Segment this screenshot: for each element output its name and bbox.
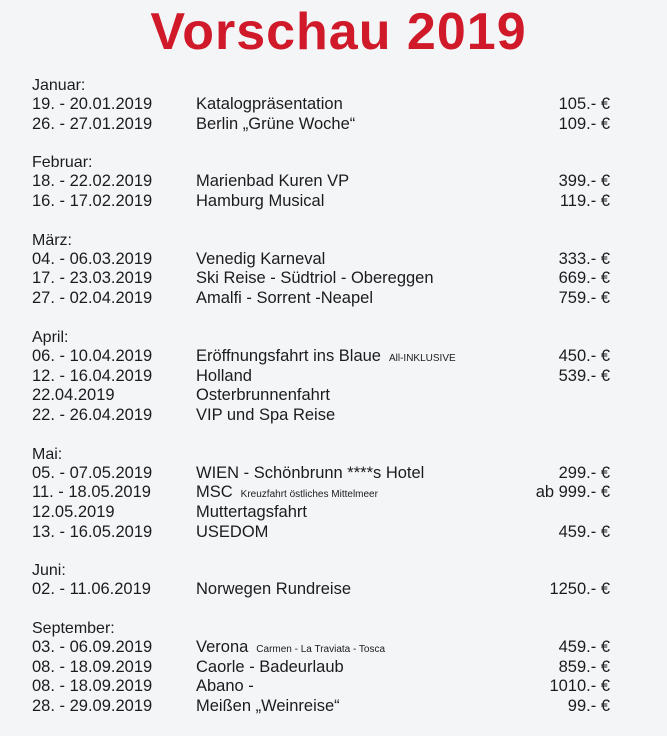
trip-date: 16. - 17.02.2019 — [32, 192, 153, 211]
trip-row — [32, 192, 642, 212]
trip-row — [32, 697, 642, 717]
trip-destination-text: WIEN - Schönbrunn ****s Hotel — [196, 463, 425, 482]
trip-date: 04. - 06.03.2019 — [32, 249, 153, 268]
trip-row — [32, 406, 642, 426]
trip-destination — [196, 658, 344, 678]
trip-destination-text: Venedig Karneval — [196, 249, 326, 268]
trip-date: 22. - 26.04.2019 — [32, 405, 153, 424]
trip-destination-text: Katalogpräsentation — [196, 95, 343, 113]
trip-row — [32, 677, 642, 697]
trip-destination — [196, 580, 351, 600]
trip-destination — [196, 697, 340, 717]
month-heading: März: — [32, 231, 72, 249]
trip-price: 450.- € — [558, 346, 610, 365]
trip-date: 13. - 16.05.2019 — [32, 522, 153, 541]
trip-destination-text: Abano - — [196, 677, 254, 696]
month-section — [32, 76, 642, 134]
trip-destination — [196, 523, 268, 543]
trip-price: 539.- € — [558, 366, 610, 385]
trip-destination — [196, 269, 434, 289]
trip-row — [32, 367, 642, 387]
trip-date: 27. - 02.04.2019 — [32, 289, 153, 308]
trip-note: Kreuzfahrt östliches Mittelmeer — [240, 489, 378, 501]
trip-destination — [196, 386, 330, 406]
trip-row — [32, 580, 642, 600]
month-section — [32, 328, 642, 426]
trip-date: 02. - 11.06.2019 — [32, 580, 151, 599]
trip-date: 05. - 07.05.2019 — [32, 463, 153, 482]
trip-date: 06. - 10.04.2019 — [32, 346, 153, 365]
trip-price: 109.- € — [558, 114, 610, 133]
trip-destination-text: Muttertagsfahrt — [196, 502, 307, 521]
trip-destination-text: Holland — [196, 366, 252, 385]
trip-destination — [196, 677, 254, 697]
trip-destination — [196, 115, 355, 135]
month-section — [32, 619, 642, 717]
trip-row — [32, 386, 642, 406]
trip-destination-text: Hamburg Musical — [196, 192, 325, 211]
trip-date: 22.04.2019 — [32, 386, 115, 405]
trip-price: 459.- € — [558, 522, 610, 541]
month-section — [32, 561, 642, 600]
trip-date: 03. - 06.09.2019 — [32, 638, 153, 656]
month-heading: April: — [32, 328, 69, 346]
month-section — [32, 445, 642, 543]
month-heading: Januar: — [32, 77, 86, 94]
trip-date: 18. - 22.02.2019 — [32, 172, 153, 191]
trip-note: All-INKLUSIVE — [388, 352, 456, 364]
trip-row — [32, 658, 642, 678]
trip-price: 669.- € — [558, 269, 610, 288]
trip-date: 19. - 20.01.2019 — [32, 95, 153, 113]
trip-row — [32, 483, 642, 503]
trip-destination-text: Osterbrunnenfahrt — [196, 386, 330, 405]
trip-destination-text: USEDOM — [196, 522, 269, 541]
trip-price: 399.- € — [558, 172, 610, 191]
trip-destination — [196, 347, 456, 369]
trip-price: 119.- € — [559, 192, 610, 211]
page-title: Vorschau 2019 — [150, 3, 527, 61]
trip-price: 1250.- € — [549, 580, 610, 599]
trip-price: 1010.- € — [549, 677, 610, 696]
trip-destination — [196, 503, 307, 523]
trip-destination — [196, 483, 378, 505]
trip-destination-text: Norwegen Rundreise — [196, 580, 352, 599]
trip-destination-text: VIP und Spa Reise — [196, 405, 336, 424]
trip-date: 26. - 27.01.2019 — [32, 114, 153, 133]
trip-row — [32, 638, 642, 658]
trip-date: 17. - 23.03.2019 — [32, 269, 153, 288]
trip-price: 99.- € — [567, 697, 610, 716]
trip-destination — [196, 289, 373, 309]
trip-row — [32, 95, 642, 115]
trip-date: 12. - 16.04.2019 — [32, 366, 153, 385]
trip-price: 759.- € — [558, 289, 610, 308]
month-heading: Mai: — [32, 445, 63, 463]
month-heading: Juni: — [32, 562, 66, 580]
trip-destination — [196, 192, 324, 212]
trip-destination-text: Caorle - Badeurlaub — [196, 657, 344, 676]
trip-price: 333.- € — [558, 249, 610, 268]
trip-row — [32, 172, 642, 192]
month-section — [32, 231, 642, 309]
month-section — [32, 153, 642, 211]
trip-destination-text: Eröffnungsfahrt ins Blaue — [196, 346, 381, 365]
trip-destination-text: MSC — [196, 483, 233, 502]
trip-price: 299.- € — [558, 463, 610, 482]
trip-destination — [196, 638, 385, 660]
trip-row — [32, 250, 642, 270]
trip-row — [32, 503, 642, 523]
trip-destination — [196, 367, 252, 387]
month-heading: September: — [32, 620, 115, 637]
trip-price: 459.- € — [558, 638, 610, 656]
trip-price: 859.- € — [558, 657, 610, 676]
trip-date: 11. - 18.05.2019 — [32, 483, 151, 502]
trip-row — [32, 269, 642, 289]
trip-destination-text: Berlin „Grüne Woche“ — [196, 114, 356, 133]
trip-destination-text: Marienbad Kuren VP — [196, 172, 350, 191]
trip-destination-text: Ski Reise - Südtriol - Obereggen — [196, 269, 434, 288]
trip-destination-text: Meißen „Weinreise“ — [196, 697, 340, 716]
trip-row — [32, 115, 642, 135]
trip-note: Carmen - La Traviata - Tosca — [256, 644, 386, 655]
trip-date: 08. - 18.09.2019 — [32, 657, 153, 676]
trip-row — [32, 523, 642, 543]
trip-destination-text: Verona — [196, 638, 249, 656]
trip-date: 28. - 29.09.2019 — [32, 697, 153, 716]
trip-date: 08. - 18.09.2019 — [32, 677, 153, 696]
trip-destination — [196, 406, 335, 426]
trip-destination — [196, 464, 424, 484]
trip-date: 12.05.2019 — [32, 502, 115, 521]
month-heading: Februar: — [32, 154, 93, 172]
trip-price: 105.- € — [558, 95, 610, 113]
trip-destination — [196, 95, 343, 115]
trip-schedule — [32, 76, 642, 736]
trip-row — [32, 464, 642, 484]
trip-destination — [196, 250, 325, 270]
trip-destination — [196, 172, 349, 192]
trip-row — [32, 347, 642, 367]
trip-destination-text: Amalfi - Sorrent -Neapel — [196, 289, 373, 308]
trip-row — [32, 289, 642, 309]
trip-price: ab 999.- € — [535, 483, 610, 502]
